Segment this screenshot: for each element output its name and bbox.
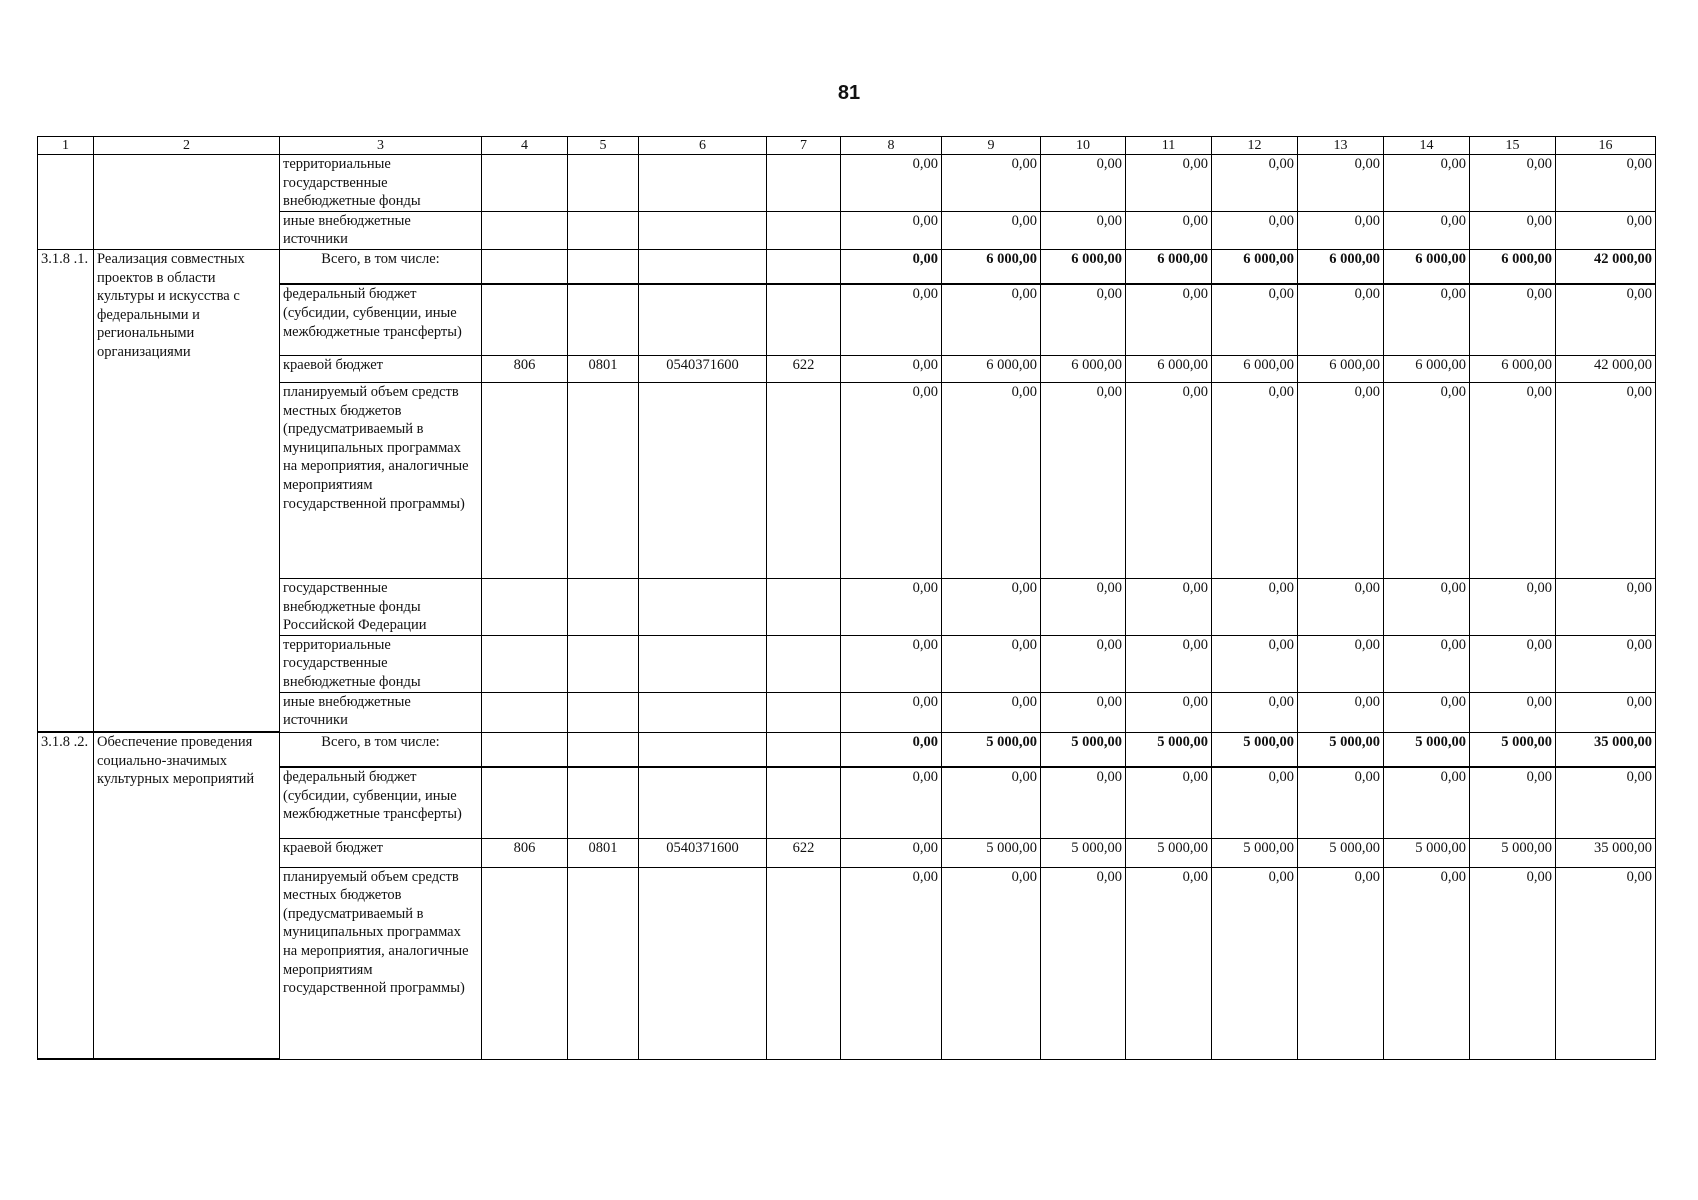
row-name-cell: Реализация совместных проектов в области культуры и искусства с федеральными и региональными организациями [94, 249, 280, 732]
value-cell: 5 000,00 [1126, 732, 1212, 767]
value-cell: 0,00 [1126, 867, 1212, 1059]
value-cell: 0,00 [1556, 578, 1656, 635]
row-name-cell [94, 155, 280, 250]
column-header: 11 [1126, 137, 1212, 155]
code-cell [568, 284, 639, 355]
value-cell: 0,00 [1298, 867, 1384, 1059]
value-cell: 0,00 [1470, 767, 1556, 838]
table-row [38, 867, 1656, 1059]
value-cell: 0,00 [1126, 578, 1212, 635]
value-cell: 0,00 [1384, 635, 1470, 692]
value-cell: 0,00 [841, 732, 942, 767]
code-cell [568, 692, 639, 732]
value-cell: 0,00 [1298, 635, 1384, 692]
value-cell: 0,00 [841, 249, 942, 284]
code-cell [568, 867, 639, 1059]
value-cell: 5 000,00 [1298, 732, 1384, 767]
value-cell: 0,00 [1298, 211, 1384, 249]
value-cell: 0,00 [1212, 635, 1298, 692]
code-cell [568, 635, 639, 692]
value-cell: 6 000,00 [1126, 249, 1212, 284]
value-cell: 5 000,00 [1041, 838, 1126, 867]
code-cell: 0801 [568, 355, 639, 382]
code-cell [482, 211, 568, 249]
code-cell: 0801 [568, 838, 639, 867]
value-cell: 0,00 [1212, 767, 1298, 838]
value-cell: 6 000,00 [942, 249, 1041, 284]
code-cell [767, 692, 841, 732]
code-cell [767, 578, 841, 635]
value-cell: 0,00 [1212, 211, 1298, 249]
source-label-cell: краевой бюджет [280, 355, 482, 382]
value-cell: 0,00 [1126, 767, 1212, 838]
value-cell: 0,00 [1470, 284, 1556, 355]
value-cell: 0,00 [1556, 692, 1656, 732]
column-header: 7 [767, 137, 841, 155]
value-cell: 0,00 [1384, 382, 1470, 578]
code-cell [767, 767, 841, 838]
value-cell: 0,00 [1470, 635, 1556, 692]
value-cell: 0,00 [1384, 767, 1470, 838]
source-label-cell: планируемый объем средств местных бюджетов (предусматриваемый в муниципальных программах на мероприятия, аналогичные мероприятиям государственной программы) [280, 867, 482, 1059]
code-cell [767, 382, 841, 578]
code-cell: 806 [482, 838, 568, 867]
code-cell [482, 284, 568, 355]
column-header: 14 [1384, 137, 1470, 155]
code-cell: 0540371600 [639, 838, 767, 867]
value-cell: 5 000,00 [1384, 838, 1470, 867]
total-row [38, 732, 1656, 767]
table-row [38, 382, 1656, 578]
value-cell: 0,00 [942, 578, 1041, 635]
value-cell: 0,00 [942, 155, 1041, 212]
value-cell: 0,00 [1298, 767, 1384, 838]
code-cell [767, 155, 841, 212]
column-number-header [38, 137, 1656, 155]
code-cell: 622 [767, 355, 841, 382]
value-cell: 0,00 [1041, 578, 1126, 635]
row-index-cell: 3.1.8 .1. [38, 249, 94, 732]
code-cell [639, 767, 767, 838]
code-cell [639, 155, 767, 212]
value-cell: 0,00 [1298, 692, 1384, 732]
value-cell: 0,00 [1384, 211, 1470, 249]
value-cell: 6 000,00 [1470, 249, 1556, 284]
source-label-cell: иные внебюджетные источники [280, 211, 482, 249]
column-header: 8 [841, 137, 942, 155]
value-cell: 0,00 [1041, 692, 1126, 732]
code-cell: 622 [767, 838, 841, 867]
value-cell: 0,00 [1556, 867, 1656, 1059]
code-cell [482, 382, 568, 578]
code-cell [482, 249, 568, 284]
value-cell: 6 000,00 [1212, 355, 1298, 382]
column-header: 16 [1556, 137, 1656, 155]
column-header: 6 [639, 137, 767, 155]
value-cell: 5 000,00 [1384, 732, 1470, 767]
value-cell: 35 000,00 [1556, 732, 1656, 767]
code-cell [482, 867, 568, 1059]
value-cell: 0,00 [1556, 211, 1656, 249]
value-cell: 0,00 [841, 284, 942, 355]
value-cell: 0,00 [942, 692, 1041, 732]
code-cell [568, 767, 639, 838]
value-cell: 5 000,00 [1470, 732, 1556, 767]
value-cell: 6 000,00 [1384, 355, 1470, 382]
source-label-cell: территориальные государственные внебюджетные фонды [280, 635, 482, 692]
value-cell: 0,00 [1556, 635, 1656, 692]
code-cell [568, 249, 639, 284]
value-cell: 6 000,00 [1041, 249, 1126, 284]
value-cell: 0,00 [1384, 155, 1470, 212]
code-cell: 806 [482, 355, 568, 382]
source-label-cell: государственные внебюджетные фонды Российской Федерации [280, 578, 482, 635]
value-cell: 0,00 [841, 211, 942, 249]
value-cell: 0,00 [1041, 155, 1126, 212]
value-cell: 0,00 [1470, 578, 1556, 635]
value-cell: 0,00 [942, 767, 1041, 838]
value-cell: 0,00 [1126, 211, 1212, 249]
value-cell: 5 000,00 [942, 838, 1041, 867]
value-cell: 0,00 [1470, 211, 1556, 249]
code-cell [568, 382, 639, 578]
table-row [38, 767, 1656, 838]
code-cell [482, 635, 568, 692]
code-cell [767, 284, 841, 355]
table-row [38, 284, 1656, 355]
value-cell: 35 000,00 [1556, 838, 1656, 867]
total-row [38, 249, 1656, 284]
value-cell: 0,00 [1298, 284, 1384, 355]
column-header: 12 [1212, 137, 1298, 155]
value-cell: 5 000,00 [1298, 838, 1384, 867]
value-cell: 0,00 [942, 382, 1041, 578]
value-cell: 0,00 [1041, 867, 1126, 1059]
value-cell: 0,00 [841, 382, 942, 578]
value-cell: 0,00 [841, 355, 942, 382]
column-header: 9 [942, 137, 1041, 155]
value-cell: 5 000,00 [1212, 838, 1298, 867]
column-header: 5 [568, 137, 639, 155]
value-cell: 5 000,00 [1212, 732, 1298, 767]
value-cell: 5 000,00 [942, 732, 1041, 767]
value-cell: 0,00 [1212, 382, 1298, 578]
code-cell [639, 211, 767, 249]
value-cell: 0,00 [1556, 155, 1656, 212]
value-cell: 0,00 [1212, 284, 1298, 355]
code-cell [767, 211, 841, 249]
value-cell: 0,00 [1384, 578, 1470, 635]
row-index-cell [38, 155, 94, 250]
value-cell: 0,00 [1041, 211, 1126, 249]
code-cell [639, 382, 767, 578]
table-row [38, 635, 1656, 692]
code-cell [639, 284, 767, 355]
value-cell: 0,00 [841, 692, 942, 732]
source-label-cell: территориальные государственные внебюджетные фонды [280, 155, 482, 212]
table-body [38, 155, 1656, 1060]
code-cell [568, 578, 639, 635]
value-cell: 0,00 [841, 838, 942, 867]
row-name-cell: Обеспечение проведения социально-значимых культурных мероприятий [94, 732, 280, 1059]
table-row [38, 838, 1656, 867]
code-cell [767, 867, 841, 1059]
column-header: 13 [1298, 137, 1384, 155]
value-cell: 0,00 [1384, 692, 1470, 732]
source-label-cell: иные внебюджетные источники [280, 692, 482, 732]
code-cell [568, 732, 639, 767]
value-cell: 0,00 [841, 155, 942, 212]
value-cell: 6 000,00 [1126, 355, 1212, 382]
code-cell [568, 155, 639, 212]
page-number: 81 [837, 82, 861, 104]
value-cell: 0,00 [1470, 867, 1556, 1059]
value-cell: 0,00 [942, 635, 1041, 692]
code-cell [482, 767, 568, 838]
value-cell: 0,00 [1212, 692, 1298, 732]
code-cell [639, 249, 767, 284]
source-label-cell: краевой бюджет [280, 838, 482, 867]
column-header: 10 [1041, 137, 1126, 155]
value-cell: 6 000,00 [1298, 249, 1384, 284]
table-row [38, 355, 1656, 382]
value-cell: 0,00 [942, 284, 1041, 355]
code-cell [767, 635, 841, 692]
value-cell: 0,00 [1126, 635, 1212, 692]
value-cell: 0,00 [1041, 382, 1126, 578]
value-cell: 0,00 [942, 211, 1041, 249]
value-cell: 0,00 [1126, 284, 1212, 355]
value-cell: 0,00 [1212, 578, 1298, 635]
code-cell [639, 867, 767, 1059]
code-cell [767, 249, 841, 284]
value-cell: 0,00 [1212, 867, 1298, 1059]
value-cell: 0,00 [1041, 284, 1126, 355]
source-label-cell: федеральный бюджет (субсидии, субвенции, иные межбюджетные трансферты) [280, 767, 482, 838]
code-cell [482, 578, 568, 635]
table-row [38, 211, 1656, 249]
column-header: 1 [38, 137, 94, 155]
value-cell: 0,00 [1470, 692, 1556, 732]
value-cell: 6 000,00 [942, 355, 1041, 382]
value-cell: 0,00 [841, 767, 942, 838]
value-cell: 0,00 [1556, 767, 1656, 838]
value-cell: 5 000,00 [1041, 732, 1126, 767]
value-cell: 6 000,00 [1212, 249, 1298, 284]
value-cell: 0,00 [1041, 767, 1126, 838]
column-header: 3 [280, 137, 482, 155]
column-header: 4 [482, 137, 568, 155]
value-cell: 0,00 [1384, 867, 1470, 1059]
table-row [38, 578, 1656, 635]
code-cell [639, 578, 767, 635]
value-cell: 0,00 [1470, 155, 1556, 212]
column-header: 15 [1470, 137, 1556, 155]
value-cell: 0,00 [1298, 578, 1384, 635]
value-cell: 0,00 [841, 578, 942, 635]
value-cell: 5 000,00 [1126, 838, 1212, 867]
value-cell: 0,00 [1384, 284, 1470, 355]
value-cell: 0,00 [841, 635, 942, 692]
code-cell: 0540371600 [639, 355, 767, 382]
table-row [38, 155, 1656, 212]
column-header: 2 [94, 137, 280, 155]
value-cell: 0,00 [1126, 382, 1212, 578]
value-cell: 0,00 [942, 867, 1041, 1059]
value-cell: 0,00 [1556, 382, 1656, 578]
value-cell: 0,00 [1041, 635, 1126, 692]
value-cell: 0,00 [1126, 155, 1212, 212]
value-cell: 0,00 [1298, 382, 1384, 578]
code-cell [639, 732, 767, 767]
value-cell: 6 000,00 [1041, 355, 1126, 382]
value-cell: 0,00 [1298, 155, 1384, 212]
code-cell [767, 732, 841, 767]
source-label-cell: Всего, в том числе: [280, 249, 482, 284]
value-cell: 6 000,00 [1298, 355, 1384, 382]
code-cell [568, 211, 639, 249]
code-cell [639, 635, 767, 692]
code-cell [639, 692, 767, 732]
table-row [38, 692, 1656, 732]
code-cell [482, 732, 568, 767]
value-cell: 0,00 [1126, 692, 1212, 732]
code-cell [482, 155, 568, 212]
value-cell: 6 000,00 [1470, 355, 1556, 382]
value-cell: 0,00 [1556, 284, 1656, 355]
value-cell: 42 000,00 [1556, 355, 1656, 382]
value-cell: 5 000,00 [1470, 838, 1556, 867]
value-cell: 42 000,00 [1556, 249, 1656, 284]
value-cell: 0,00 [1212, 155, 1298, 212]
value-cell: 6 000,00 [1384, 249, 1470, 284]
source-label-cell: Всего, в том числе: [280, 732, 482, 767]
row-index-cell: 3.1.8 .2. [38, 732, 94, 1059]
value-cell: 0,00 [1470, 382, 1556, 578]
value-cell: 0,00 [841, 867, 942, 1059]
source-label-cell: планируемый объем средств местных бюджетов (предусматриваемый в муниципальных программах на мероприятия, аналогичные мероприятиям государственной программы) [280, 382, 482, 578]
source-label-cell: федеральный бюджет (субсидии, субвенции, иные межбюджетные трансферты) [280, 284, 482, 355]
budget-table [37, 136, 1656, 1060]
code-cell [482, 692, 568, 732]
